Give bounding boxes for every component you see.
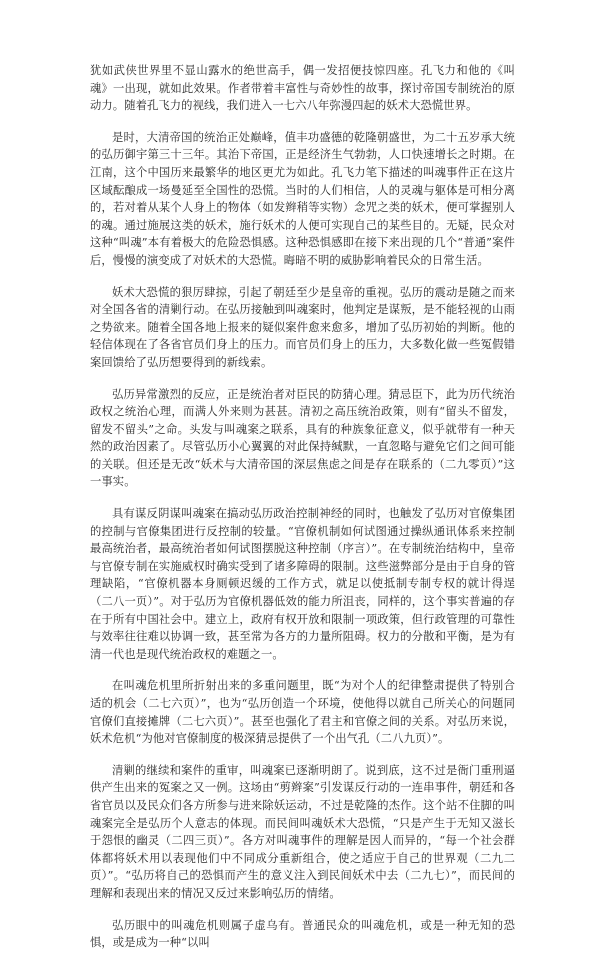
paragraph-suspicion: 弘历异常激烈的反应，正是统治者对臣民的防猜心理。猜忌臣下，此为历代统治政权之统治心理，而满人外来则为甚甚。清初之高压统治政策，则有“留头不留发，留发不留头”之命。头发与叫魂案之联系，具有的种族象征意义，似乎就带有一种天然的政治因素了。尽管弘历小心翼翼的对此保持缄默，一直忽略与避免它们之间可能的关联。但还是无改“妖术与大清帝国的深层焦虑之间是存在联系的（二九零页）”这一事实。 xyxy=(90,387,515,489)
document-page xyxy=(90,62,515,966)
paragraph-bureaucracy: 具有谋反阴谋叫魂案在搞动弘历政治控制神经的同时，也触发了弘历对官僚集团的控制与官僚集团进行反控制的较量。“官僚机制如何试图通过操纵通讯体系来控制最高统治者，最高统治者如何试图摆脱这种控制（序言）”。在专制统治结构中，皇帝与官僚专制在实施威权时确实受到了诸多障碍的限制。这些滋弊部分是由于自身的管理缺陷，“官僚机器本身厕顿迟缓的工作方式，就足以使抵制专制专权的就计得逞（二八一页）”。对于弘历为官僚机器低效的能力所沮丧，同样的，这个事实普遍的存在于所有中国社会中。建立上，政府有权开放和限制一项政策，但行政管理的可靠性与效率往往难以协调一致，甚至常为各方的力量所阻碍。权力的分散和平衡，是为有清一代也是现代统治政权的难题之一。 xyxy=(90,507,515,661)
paragraph-closing: 弘历眼中的叫魂危机则属子虚乌有。普通民众的叫魂危机，或是一种无知的恐惧，或是成为一种“以叫 xyxy=(90,918,515,950)
paragraph-emperor-reaction: 妖术大恐慌的狠厉肆掠，引起了朝廷至少是皇帝的重视。弘历的震动是随之而来对全国各省的清剿行动。在弘历接触到叫魂案时，他判定是谋叛，是不能轻视的山雨之势欲来。随着全国各地上报来的疑似案件愈来愈多，增加了弘历初始的判断。他的轻信体现在了各省官员们身上的压力。而官员们身上的压力，大多数化做一些冤假错案回馈给了弘历想要得到的新线索。 xyxy=(90,285,515,369)
paragraph-background: 是时，大清帝国的统治正处巅峰，值丰功盛德的乾隆朝盛世，为二十五岁承大统的弘历御宇第三十三年。其治下帝国，正是经济生气勃勃，人口快速增长之时期。在江南，这个中国历来最繁华的地区更尤为如此。孔飞力笔下描述的叫魂事件正在这片区域酝酿成一场曼延至全国性的恐慌。当时的人们相信，人的灵魂与躯体是可相分离的，若对着从某个人身上的物体（如发辫稍等实物）念咒之类的妖术，便可掌握别人的魂。通过施展这类的妖术，施行妖术的人便可实现自己的某些目的。无疑，民众对这种“叫魂”本有着极大的危险恐惧感。这种恐惧感即在接下来出现的几个“普通”案件后，慢慢的演变成了对妖术的大恐慌。晦暗不明的威胁影响着民众的日常生活。 xyxy=(90,130,515,267)
paragraph-crisis-issues: 在叫魂危机里所折射出来的多重问题里，既“为对个人的纪律整肃提供了特别合适的机会（二七六页）”，也为“弘历创造一个环境，使他得以就自己所关心的问题同官僚们直接摊牌（二七六页）”。甚至也强化了君主和官僚之间的关系。对弘历来说，妖术危机“为他对官僚制度的极深猜忌提供了一个出气孔（二八九页）”。 xyxy=(90,679,515,746)
paragraph-resolution: 清剿的继续和案件的重审，叫魂案已逐渐明朗了。说到底，这不过是衙门重刑逼供产生出来的冤案之又一例。这场由“剪辫案”引发谋反行动的一连串事件，朝廷和各省官员以及民众们各方所参与进来除妖运动，不过是乾隆的杰作。这个站不住脚的叫魂案完全是弘历个人意志的体现。而民间叫魂妖术大恐慌，“只是产生于无知又滋长于怨恨的幽灵（二四三页）”。各方对叫魂事件的理解是因人而异的，“每一个社会群体都将妖术用以表现他们中不同成分重新组合，使之适应于自己的世界观（二九二页）”。“弘历将自己的恐惧而产生的意义注入到民间妖术中去（二九七）”，而民间的理解和表现出来的情况又反过来影响弘历的情绪。 xyxy=(90,763,515,900)
paragraph-intro: 犹如武侠世界里不显山露水的绝世高手，偶一发招便技惊四座。孔飞力和他的《叫魂》一出现，就如此效果。作者带着丰富性与奇妙性的故事，探讨帝国专制统治的原动力。随着孔飞力的视线，我们进入一七六八年弥漫四起的妖术大恐慌世界。 xyxy=(90,64,515,113)
